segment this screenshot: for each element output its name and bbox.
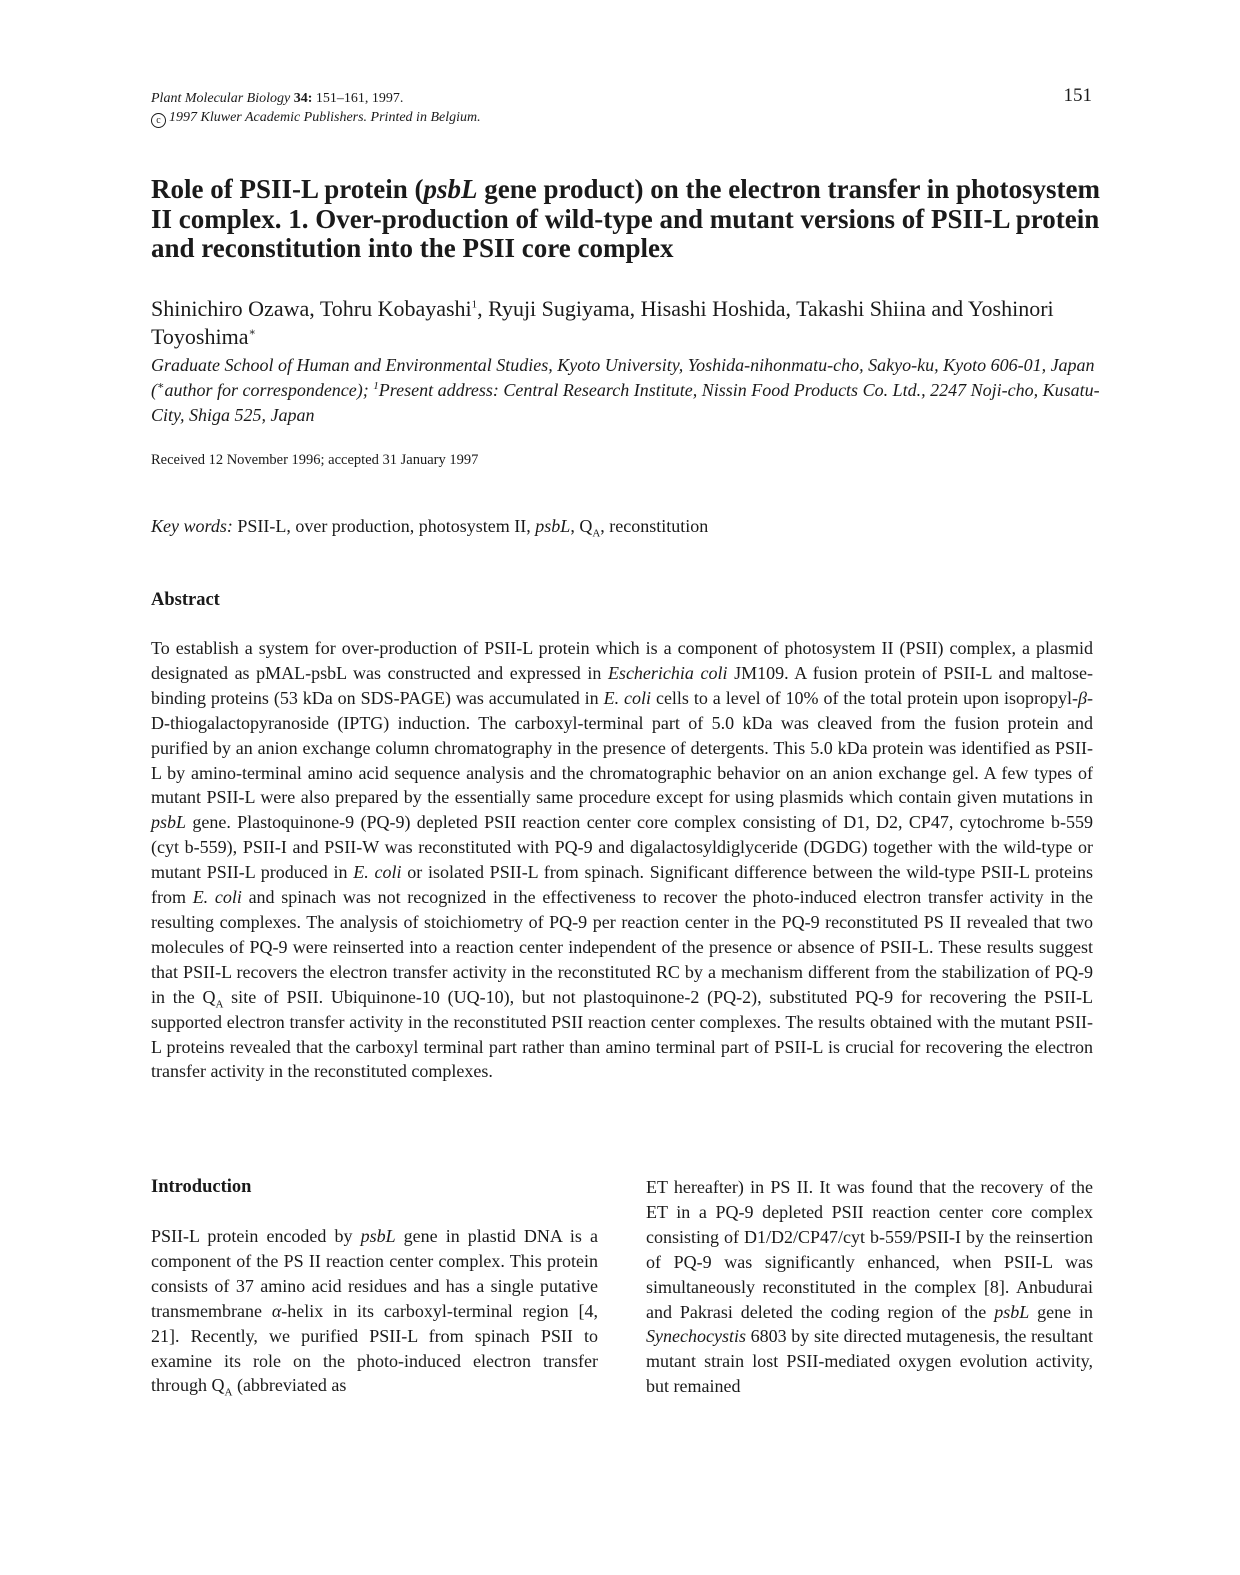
copyright-icon: c <box>151 113 166 128</box>
authors-text: Shinichiro Ozawa, Tohru Kobayashi <box>151 296 472 321</box>
authors-text: , Ryuji Sugiyama, Hisashi Hoshida, Takashi Shiina and Yoshinori Toyoshima <box>151 296 1054 349</box>
journal-pages-year: 151–161, 1997. <box>315 91 404 106</box>
author-footnote-mark: 1 <box>373 380 379 392</box>
keywords-text: , reconstitution <box>600 516 709 536</box>
abstract-text: cells to a level of 10% of the total protein upon isopropyl- <box>651 687 1079 708</box>
received-dates: Received 12 November 1996; accepted 31 January 1997 <box>151 452 479 468</box>
abstract-text: and spinach was not recognized in the effectiveness to recover the photo-induced electron transfer activity in the resulting complexes. The analysis of stoichiometry of PQ-9 per reaction center in the PQ-9 reconstituted PS II revealed that two molecules of PQ-9 were reinserted into a reaction center independent of the presence or absence of PSII-L. These results suggest that PSII-L recovers the electron transfer activity in the reconstituted RC by a mechanism different from the stabilization of PQ-9 in the Q <box>151 887 1093 1007</box>
affiliation-text: Graduate School of Human and Environmental Studies, Kyoto University, Yoshida-nihonmatu-cho, Sakyo-ku, Kyoto 606-01, Japan ( <box>151 355 1095 400</box>
corresponding-author-mark: ∗ <box>248 326 256 339</box>
abstract-body <box>151 636 1093 1084</box>
keywords-text: , Q <box>570 516 593 536</box>
author-footnote-mark: 1 <box>471 298 478 311</box>
keywords-subscript: A <box>592 527 601 540</box>
introduction-right-column <box>646 1175 1093 1399</box>
paper-title <box>151 175 1111 264</box>
introduction-left-column <box>151 1224 598 1398</box>
organism-name: Escherichia coli <box>607 662 728 683</box>
introduction-heading: Introduction <box>151 1177 252 1197</box>
body-text: -helix in its carboxyl-terminal region [4, 21]. Recently, we purified PSII-L from spinach PSII to examine its role on the photo-induced electron transfer through Q <box>151 1300 599 1396</box>
gene-name: psbL <box>994 1301 1030 1322</box>
affiliation <box>151 353 1111 428</box>
greek-symbol: α <box>271 1300 282 1321</box>
page-number: 151 <box>1063 85 1092 106</box>
abstract-text: gene. Plastoquinone-9 (PQ-9) depleted PSII reaction center core complex consisting of D1, D2, CP47, cytochrome b-559 (cyt b-559), PSII-I and PSII-W was reconstituted with PQ-9 and digalactosyldiglyceride (DGDG) together with the wild-type or mutant PSII-L produced in <box>151 812 1093 883</box>
keywords-gene: psbL <box>535 516 571 536</box>
organism-name: Synechocystis <box>646 1326 746 1347</box>
affiliation-text: author for correspondence); <box>164 380 374 400</box>
abstract-heading: Abstract <box>151 590 220 610</box>
gene-name: psbL <box>360 1226 396 1246</box>
author-list <box>151 295 1111 351</box>
journal-volume: 34: <box>293 91 313 106</box>
title-part: gene product) on the electron transfer in photosystem II complex. 1. Over-production of wild-type and mutant versions of PSII-L protein and reconstitution into the PSII core complex <box>151 174 1100 263</box>
body-text: (abbreviated as <box>232 1375 347 1396</box>
keywords-label: Key words: <box>151 516 233 536</box>
abstract-text: To establish a system for over-production of PSII-L protein which is a component of photosystem II (PSII) complex, a plasmid designated as pMAL-psbL was constructed and expressed in <box>151 638 1093 683</box>
body-text: gene in <box>1029 1301 1094 1322</box>
organism-name: E. coli <box>353 862 402 883</box>
journal-citation <box>151 89 403 108</box>
body-text: 6803 by site directed mutagenesis, the resultant mutant strain lost PSII-mediated oxygen evolution activity, but remained <box>646 1326 1093 1397</box>
affiliation-text: Present address: Central Research Institute, Nissin Food Products Co. Ltd., 2247 Noji-cho, Kusatu-City, Shiga 525, Japan <box>151 380 1100 425</box>
organism-name: E. coli <box>192 887 242 908</box>
organism-name: E. coli <box>603 687 652 708</box>
copyright-line <box>151 108 481 128</box>
title-gene: psbL <box>423 174 478 204</box>
body-text: PSII-L protein encoded by <box>151 1226 361 1246</box>
abstract-text: -D-thiogalactopyranoside (IPTG) induction. The carboxyl-terminal part of 5.0 kDa was cleaved from the fusion protein and purified by an anion exchange column chromatography in the presence of detergents. This 5.0 kDa protein was identified as PSII-L by amino-terminal amino acid sequence analysis and the chromatographic behavior on an anion exchange gel. A few types of mutant PSII-L were also prepared by the essentially same procedure except for using plasmids which contain given mutations in <box>151 687 1093 808</box>
abstract-text: or isolated PSII-L from spinach. Significant difference between the wild-type PSII-L proteins from <box>151 862 1093 908</box>
keywords-text: PSII-L, over production, photosystem II, <box>232 516 536 536</box>
body-text: ET hereafter) in PS II. It was found that the recovery of the ET in a PQ-9 depleted PSII reaction center core complex consisting of D1/D2/CP47/cyt b-559/PSII-I by the reinsertion of PQ-9 was significantly enhanced, when PSII-L was simultaneously reconstituted in the complex [8]. Anbudurai and Pakrasi deleted the coding region of the <box>646 1177 1093 1322</box>
greek-symbol: β <box>1078 687 1087 708</box>
corresponding-author-mark: ∗ <box>157 380 165 392</box>
journal-name: Plant Molecular Biology <box>151 91 291 106</box>
body-text: gene in plastid DNA is a component of the PS II reaction center complex. This protein consists of 37 amino acid residues and has a single putative transmembrane <box>151 1226 598 1321</box>
abstract-text: site of PSII. Ubiquinone-10 (UQ-10), but not plastoquinone-2 (PQ-2), substituted PQ-9 for recovering the PSII-L supported electron transfer activity in the reconstituted PSII reaction center complexes. The results obtained with the mutant PSII-L proteins revealed that the carboxyl terminal part rather than amino terminal part of PSII-L is crucial for recovering the electron transfer activity in the reconstituted complexes. <box>151 986 1093 1082</box>
abstract-text: JM109. A fusion protein of PSII-L and maltose-binding proteins (53 kDa on SDS-PAGE) was accumulated in <box>151 662 1094 708</box>
subscript: A <box>224 1387 233 1400</box>
keywords <box>151 516 709 540</box>
copyright-text: 1997 Kluwer Academic Publishers. Printed in Belgium. <box>169 110 481 125</box>
gene-name: psbL <box>151 812 187 833</box>
subscript: A <box>215 998 224 1011</box>
title-part: Role of PSII-L protein ( <box>151 174 424 204</box>
